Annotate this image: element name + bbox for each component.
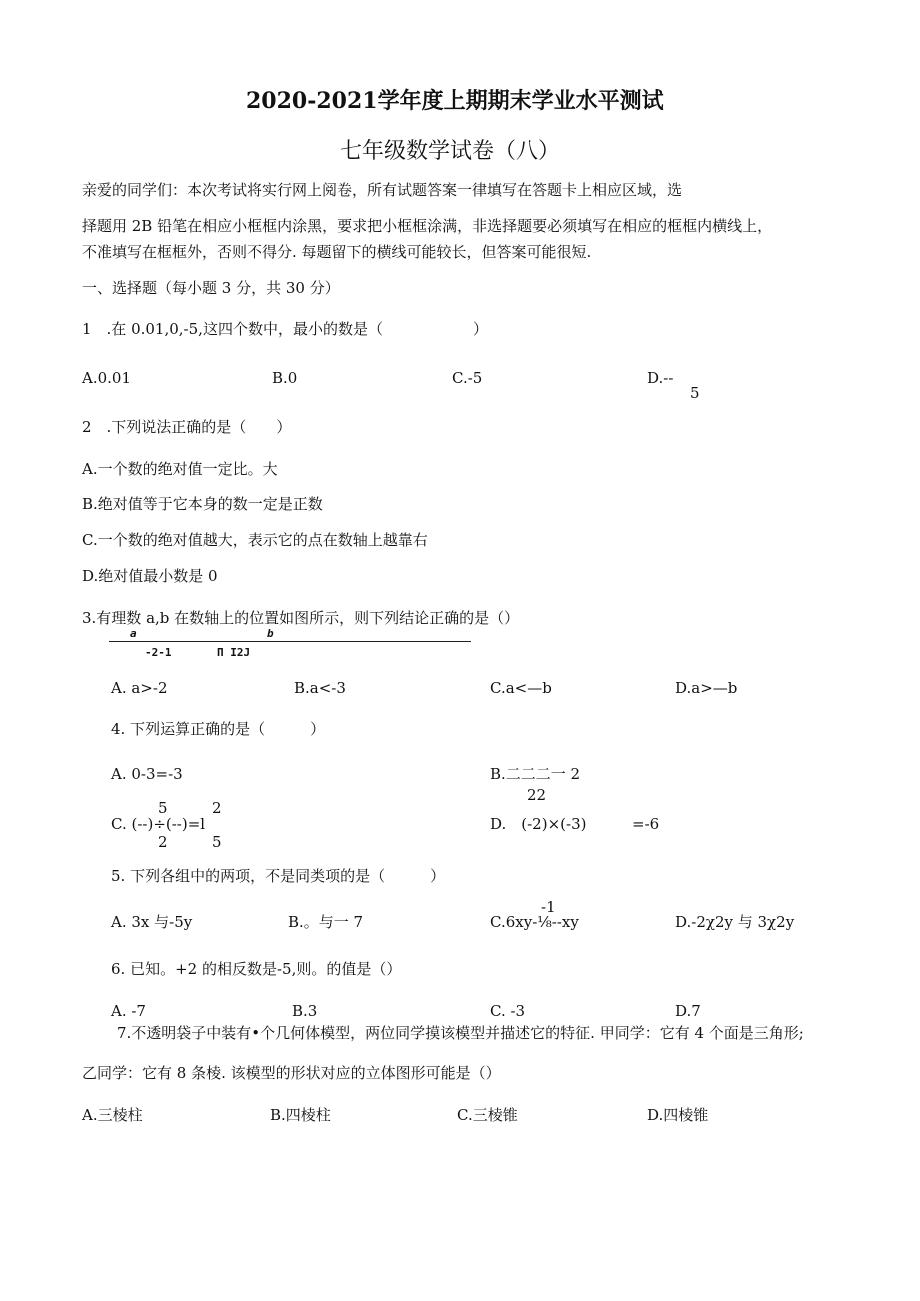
number-line (109, 641, 471, 642)
q4-option-b[interactable]: B.二二二一 2 (490, 765, 581, 783)
number-line-ticks-left: -2-1 (145, 646, 172, 659)
q3-option-d[interactable]: D.a>—b (675, 679, 738, 697)
q4-option-c[interactable]: C. (--)÷(--)=l (111, 815, 206, 833)
q6-option-a[interactable]: A. -7 (111, 1002, 146, 1020)
intro-line-1: 亲爱的同学们：本次考试将实行网上阅卷，所有试题答案一律填写在答题卡上相应区域，选 (82, 181, 683, 199)
q1-option-d[interactable]: D.-- (647, 369, 674, 387)
q2-option-a[interactable]: A.一个数的绝对值一定比。大 (82, 460, 278, 478)
q4-option-d[interactable]: D. (-2)×(-3) (490, 815, 587, 833)
intro-line-2: 择题用 2B 铅笔在相应小框框内涂黑，要求把小框框涂满，非选择题要必须填写在相应的框框内横线上， (82, 217, 773, 235)
q1-option-c[interactable]: C.-5 (452, 369, 483, 387)
q7-stem-line-2: 乙同学：它有 8 条棱. 该模型的形状对应的立体图形可能是（） (82, 1064, 501, 1082)
q5-option-c-superscript: -1 (541, 898, 556, 916)
q7-option-d[interactable]: D.四棱锥 (647, 1106, 709, 1124)
q4-stem: 4. 下列运算正确的是（ ） (111, 720, 326, 738)
q6-option-c[interactable]: C. -3 (490, 1002, 526, 1020)
q4-option-d-result: =-6 (632, 815, 660, 833)
q1-option-b[interactable]: B.0 (272, 369, 298, 387)
q4-option-b-subscript: 22 (527, 786, 547, 804)
q3-option-a[interactable]: A. a>-2 (111, 679, 168, 697)
q5-option-b[interactable]: B.。与一 7 (288, 913, 364, 931)
q1-option-d-denominator: 5 (690, 384, 700, 402)
number-line-label-a: a (130, 627, 137, 640)
q4-c-denominator-2: 5 (212, 833, 222, 851)
q6-option-b[interactable]: B.3 (292, 1002, 318, 1020)
q5-option-c[interactable]: C.6xy-⅛--xy (490, 913, 579, 931)
q4-option-a[interactable]: A. 0-3=-3 (111, 765, 183, 783)
q4-c-numerator-2: 2 (212, 799, 222, 817)
q7-option-a[interactable]: A.三棱柱 (82, 1106, 143, 1124)
q6-stem: 6. 已知。+2 的相反数是-5,则。的值是（） (111, 960, 402, 978)
q1-stem: 1 .在 0.01,0,-5,这四个数中，最小的数是（ ） (82, 320, 488, 338)
q4-c-numerator-1: 5 (158, 799, 168, 817)
number-line-label-b: b (267, 627, 274, 640)
q7-option-c[interactable]: C.三棱锥 (457, 1106, 518, 1124)
q2-option-c[interactable]: C.一个数的绝对值越大，表示它的点在数轴上越靠右 (82, 531, 428, 549)
q2-option-b[interactable]: B.绝对值等于它本身的数一定是正数 (82, 495, 323, 513)
q5-option-d[interactable]: D.-2χ2y 与 3χ2y (675, 913, 795, 931)
q2-option-d[interactable]: D.绝对值最小数是 0 (82, 567, 218, 585)
q5-stem: 5. 下列各组中的两项，不是同类项的是（ ） (111, 867, 446, 885)
q7-stem-line-1: 7.不透明袋子中装有•个几何体模型，两位同学摸该模型并描述它的特征. 甲同学：它有 4 个面是三角形; (117, 1024, 804, 1042)
section-heading: 一、选择题（每小题 3 分，共 30 分） (82, 279, 340, 297)
q3-stem: 3.有理数 a,b 在数轴上的位置如图所示，则下列结论正确的是（） (82, 609, 520, 627)
q1-option-a[interactable]: A.0.01 (82, 369, 131, 387)
q3-option-c[interactable]: C.a<—b (490, 679, 552, 697)
q4-c-denominator-1: 2 (158, 833, 168, 851)
number-line-ticks-right: П I2J (217, 646, 251, 659)
q6-option-d[interactable]: D.7 (675, 1002, 701, 1020)
exam-title: 2020-2021学年度上期期末学业水平测试 (246, 88, 664, 114)
q2-stem: 2 .下列说法正确的是（ ） (82, 418, 292, 436)
q5-option-a[interactable]: A. 3x 与-5y (111, 913, 193, 931)
intro-line-3: 不准填写在框框外，否则不得分. 每题留下的横线可能较长，但答案可能很短. (82, 243, 592, 261)
q3-option-b[interactable]: B.a<-3 (294, 679, 346, 697)
exam-subtitle: 七年级数学试卷（八） (340, 139, 561, 164)
q7-option-b[interactable]: B.四棱柱 (270, 1106, 331, 1124)
